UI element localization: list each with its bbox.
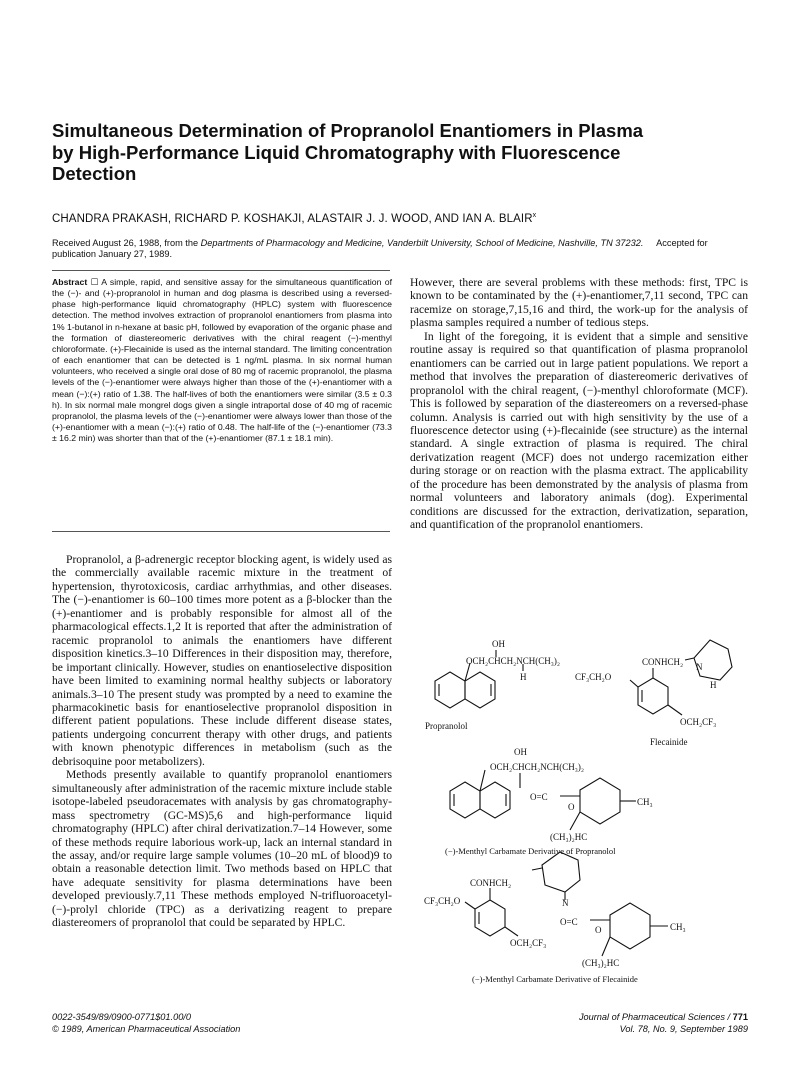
menthyl-flec-cf3-label: CF₃CH₂O [424,896,461,906]
footer-journal: Journal of Pharmaceutical Sciences / [578,1012,733,1022]
menthyl-prop-co-label: O=C [530,792,548,802]
footer-copyright: © 1989, American Pharmaceutical Association [52,1023,241,1034]
flecainide-ocf3-label: OCH₂CF₃ [680,717,717,727]
abstract-text: A simple, rapid, and sensitive assay for the simultaneous quantification of the (−)- and (+)-propranolol in human and dog plasma is described using a reversed-phase high-performance liquid chromatography (HPLC) system with fluorescence detection. The method involves extraction of propranolol enantiomers from plasma into 1% 1-butanol in n-hexane at basic pH, followed by evaporation of the organic phase and the formation of diastereomeric derivatives with the chiral reagent (−)-menthyl chloroformate. (+)-Flecainide is used as the internal standard. The limiting concentration of each enantiomer that can be detected is 1 ng/mL plasma. In six normal human volunteers, who received a single oral dose of 80 mg of racemic propranolol, the plasma levels of the (−)-enantiomer were always higher than those of the (+)-enantiomer with a mean (−):(+) ratio of 1.38. The half-lives of both the enantiomers were similar (3.5 ± 0.3 h). In six normal male mongrel dogs given a single intraportal dose of 40 mg of racemic propranolol, the plasma levels of the (−)-enantiomer were always lower than those of the (+)-enantiomer with a mean (−):(+) ratio of 0.48. The half-life of the (−)-enantiomer (73.3 ± 16.2 min) was shorter than that of the (+)-enantiomer (87.1 ± 18.1 min). [52,277,392,444]
affiliation: Departments of Pharmacology and Medicine, Vanderbilt University, School of Medicine, Nashville, TN 37232. [200,238,644,248]
footer-volume: Vol. 78, No. 9, September 1989 [619,1023,748,1034]
propranolol-h-label: H [520,672,527,682]
left-column [52,553,392,930]
menthyl-prop-ipr-label: (CH₃)₂HC [550,832,588,842]
abstract-marker: ☐ [90,277,99,287]
footer-code: 0022-3549/89/0900-0771$01.00/0 [52,1012,191,1022]
author-list [52,212,752,225]
flecainide-n-label: N [696,662,703,672]
abstract [52,277,392,444]
menthyl-prop-chain-label: OCH₂CHCH₂NCH(CH₃)₂ [490,762,585,772]
propranolol-chain-label: OCH₂CHCH₂NCH(CH₃)₂ [466,656,561,666]
propranolol-caption: Propranolol [425,721,468,731]
menthyl-flec-caption: (−)-Menthyl Carbamate Derivative of Flecainide [472,974,638,984]
propranolol-oh-label: OH [492,639,505,649]
abstract-bottom-rule [52,531,390,532]
problems-paragraph: However, there are several problems with these methods: first, TPC is known to be contaminated by the (+)-enantiomer,7,11 second, TPC can racemize on storage,7,15,16 and third, the work-up for the analysis of plasma samples required a number of tedious steps. [410,276,748,330]
chemical-structures-figure [410,630,750,990]
menthyl-flec-ipr-label: (CH₃)₂HC [582,958,620,968]
propranolol-naphthalene [435,672,495,708]
menthyl-flec-co-label: O=C [560,917,578,927]
author-names: CHANDRA PRAKASH, RICHARD P. KOSHAKJI, ALASTAIR J. J. WOOD, AND IAN A. BLAIR [52,212,533,225]
footer-journal-line [520,1012,748,1024]
flecainide-conh-label: CONHCH₂ [642,657,684,667]
menthyl-prop-o-label: O [568,802,575,812]
right-column [410,276,748,532]
menthyl-flec-conh-label: CONHCH₂ [470,878,512,888]
menthyl-prop-ch3-label: CH₃ [637,797,653,807]
footer-left [52,1012,240,1035]
abstract-top-rule [52,270,390,271]
flecainide-cf3-label: CF₃CH₂O [575,672,612,682]
flecainide-h-label: H [710,680,717,690]
menthyl-flec-o-label: O [595,925,602,935]
intro-paragraph: Propranolol, a β-adrenergic receptor blocking agent, is widely used as the commercially available racemic mixture in the treatment of hypertension, thyrotoxicosis, cardiac arrhythmias, and other diseases. The (−)-enantiomer is 60–100 times more potent as a β-blocker than the (+)-enantiomer and is probably responsible for almost all of the pharmacological effects.1,2 It is reported that after the administration of racemic propranolol to animals the enantiomers have different disposition kinetics.3–10 Differences in their disposition may, therefore, be important clinically. However, studies on enantioselective disposition have been limited to examining normal healthy subjects or laboratory animals.3–10 The present study was prompted by a need to examine the pharmacokinetic basis for enantioselective propranolol disposition in different patient populations. These include different disease states, patients undergoing concurrent therapy with other drugs, and patients with known phenotypic differences in metabolism (such as the debrisoquine poor metabolizers). [52,553,392,768]
methods-paragraph: Methods presently available to quantify propranolol enantiomers simultaneously after administration of the racemic mixture include stable isotope-labeled pseudoracemates with analysis by gas chromatography-mass spectrometry (GC-MS)5,6 and high-performance liquid chromatography (HPLC) after chiral derivatization.7–14 However, some of these methods require laborious work-up, lack an internal standard in the assay, and/or require large sample volumes (10–20 mL of blood)9 to obtain a reasonable detection limit. Two methods based on HPLC that have adequate sensitivity for plasma determinations have been developed previously.7,11 These methods employed N-trifluoroacetyl-(−)-prolyl chloride (TPC) as a derivatizing reagent to prepare diastereomers of propranolol that could be separated by HPLC. [52,768,392,930]
menthyl-prop-oh-label: OH [514,747,527,757]
menthyl-prop-caption: (−)-Menthyl Carbamate Derivative of Propranolol [445,846,616,856]
flecainide-rings [630,640,732,715]
menthyl-flec-ch3-label: CH₃ [670,922,686,932]
menthyl-flec-n-label: N [562,898,569,908]
accepted-text: Accepted for publication January 27, 1989. [52,238,708,259]
approach-paragraph: In light of the foregoing, it is evident that a simple and sensitive routine assay is required so that quantification of plasma propranolol enantiomers can be carried out in large patient populations. We report a method that involves the preparation of diastereomeric derivatives of propranolol with the chiral reagent, (−)-menthyl chloroformate (MCF). This is followed by separation of the diastereomers on a reversed-phase column. Analysis is carried out with high sensitivity by the use of a fluorescence detector using (+)-flecainide (see structure) as the internal standard. A single extraction of plasma is required. The chiral derivatization reagent (MCF) does not undergo racemization either during storage or on reaction with the plasma extract. The applicability of the procedure has been demonstrated by the analysis of plasma from normal volunteers and laboratory animals (dog). Experimental conditions are discussed for the extraction, derivatization, separation, and quantification of the propranolol enantiomers. [410,329,748,532]
footer-page-number: 771 [732,1012,748,1022]
article-title: Simultaneous Determination of Propranolol Enantiomers in Plasma by High-Performance Liquid Chromatography with Fluorescence Detection [52,120,644,184]
received-line [52,238,752,260]
footer-right [520,1012,748,1035]
abstract-label: Abstract [52,277,88,287]
flecainide-caption: Flecainide [650,737,688,747]
received-text: Received August 26, 1988, from the [52,238,201,248]
menthyl-flec-ocf3-label: OCH₂CF₃ [510,938,547,948]
author-mark: x [532,212,537,219]
